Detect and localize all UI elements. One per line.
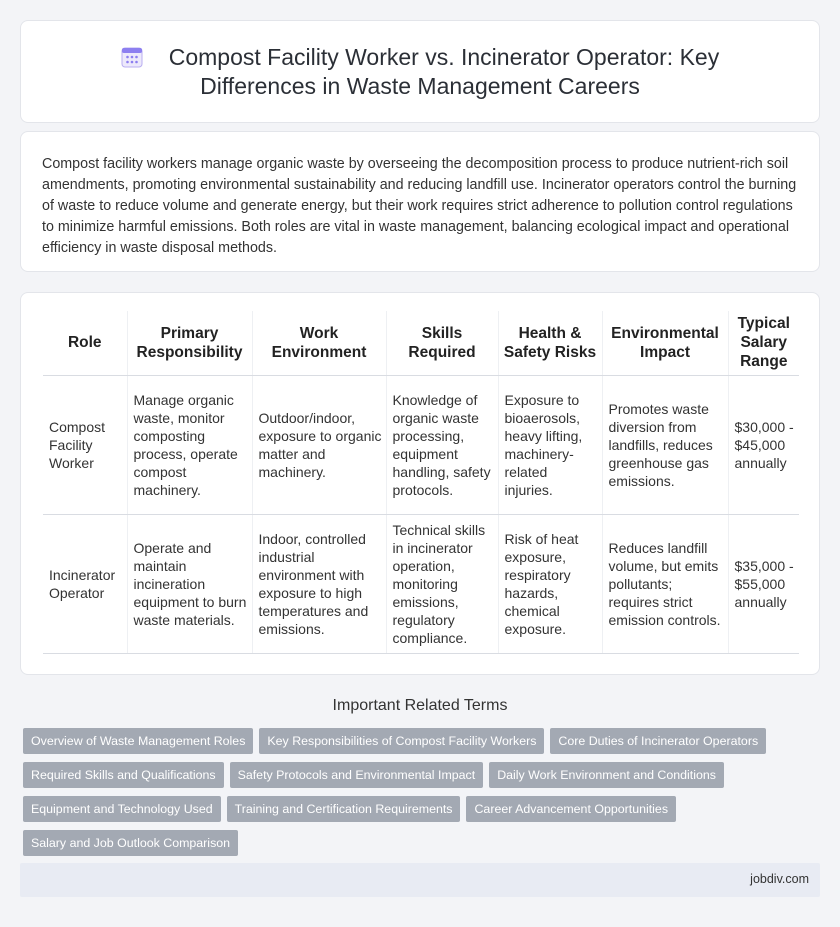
table-cell: Reduces landfill volume, but emits pollutants; requires strict emission controls. <box>602 514 728 653</box>
header-role: Role <box>43 311 127 375</box>
table-cell: Operate and maintain incineration equipment to burn waste materials. <box>127 514 252 653</box>
table-cell: Exposure to bioaerosols, heavy lifting, machinery-related injuries. <box>498 375 602 514</box>
calendar-icon <box>121 46 143 68</box>
related-term-tag[interactable]: Safety Protocols and Environmental Impact <box>230 762 484 788</box>
header-environmental-impact: Environmental Impact <box>602 311 728 375</box>
related-term-tag[interactable]: Core Duties of Incinerator Operators <box>550 728 766 754</box>
related-terms-list <box>23 728 793 864</box>
comparison-table-card <box>20 292 820 675</box>
related-terms-heading: Important Related Terms <box>332 697 508 714</box>
page-title <box>21 43 819 101</box>
comparison-table <box>43 311 799 654</box>
related-term-tag[interactable]: Daily Work Environment and Conditions <box>489 762 724 788</box>
table-cell: Risk of heat exposure, respiratory hazards, chemical exposure. <box>498 514 602 653</box>
related-term-tag[interactable]: Salary and Job Outlook Comparison <box>23 830 238 856</box>
page-title-text: Compost Facility Worker vs. Incinerator Operator: Key Differences in Waste Management Careers <box>168 44 720 99</box>
table-cell: Compost Facility Worker <box>43 375 127 514</box>
related-term-tag[interactable]: Key Responsibilities of Compost Facility Workers <box>259 728 544 754</box>
header-health-safety-risks: Health & Safety Risks <box>498 311 602 375</box>
related-term-tag[interactable]: Required Skills and Qualifications <box>23 762 224 788</box>
footer <box>20 863 820 897</box>
related-term-tag[interactable]: Career Advancement Opportunities <box>466 796 676 822</box>
related-term-tag[interactable]: Training and Certification Requirements <box>227 796 461 822</box>
table-cell: Manage organic waste, monitor composting process, operate compost machinery. <box>127 375 252 514</box>
table-cell: Promotes waste diversion from landfills, reduces greenhouse gas emissions. <box>602 375 728 514</box>
related-term-tag[interactable]: Overview of Waste Management Roles <box>23 728 253 754</box>
footer-site-link[interactable]: jobdiv.com <box>750 872 809 886</box>
table-cell: Technical skills in incinerator operation, monitoring emissions, regulatory compliance. <box>386 514 498 653</box>
table-header-row <box>43 311 799 375</box>
table-cell: $35,000 - $55,000 annually <box>728 514 799 653</box>
related-term-tag[interactable]: Equipment and Technology Used <box>23 796 221 822</box>
header-salary-range: Typical Salary Range <box>728 311 799 375</box>
table-cell: Outdoor/indoor, exposure to organic matter and machinery. <box>252 375 386 514</box>
intro-card <box>20 131 820 272</box>
intro-paragraph: Compost facility workers manage organic waste by overseeing the decomposition process to produce nutrient-rich soil amendments, promoting environmental sustainability and reducing landfill use. Incinerator operators control the burning of waste to reduce volume and generate energy, but their work requires strict adherence to pollution control regulations to minimize harmful emissions. Both roles are vital in waste management, balancing ecological impact and operational efficiency in waste disposal methods. <box>42 156 797 256</box>
table-cell: Indoor, controlled industrial environment with exposure to high temperatures and emissions. <box>252 514 386 653</box>
table-cell: Knowledge of organic waste processing, equipment handling, safety protocols. <box>386 375 498 514</box>
table-row <box>43 514 799 653</box>
table-cell: $30,000 - $45,000 annually <box>728 375 799 514</box>
header-work-environment: Work Environment <box>252 311 386 375</box>
table-row <box>43 375 799 514</box>
title-card <box>20 20 820 123</box>
table-cell: Incinerator Operator <box>43 514 127 653</box>
header-skills-required: Skills Required <box>386 311 498 375</box>
header-primary-responsibility: Primary Responsibility <box>127 311 252 375</box>
